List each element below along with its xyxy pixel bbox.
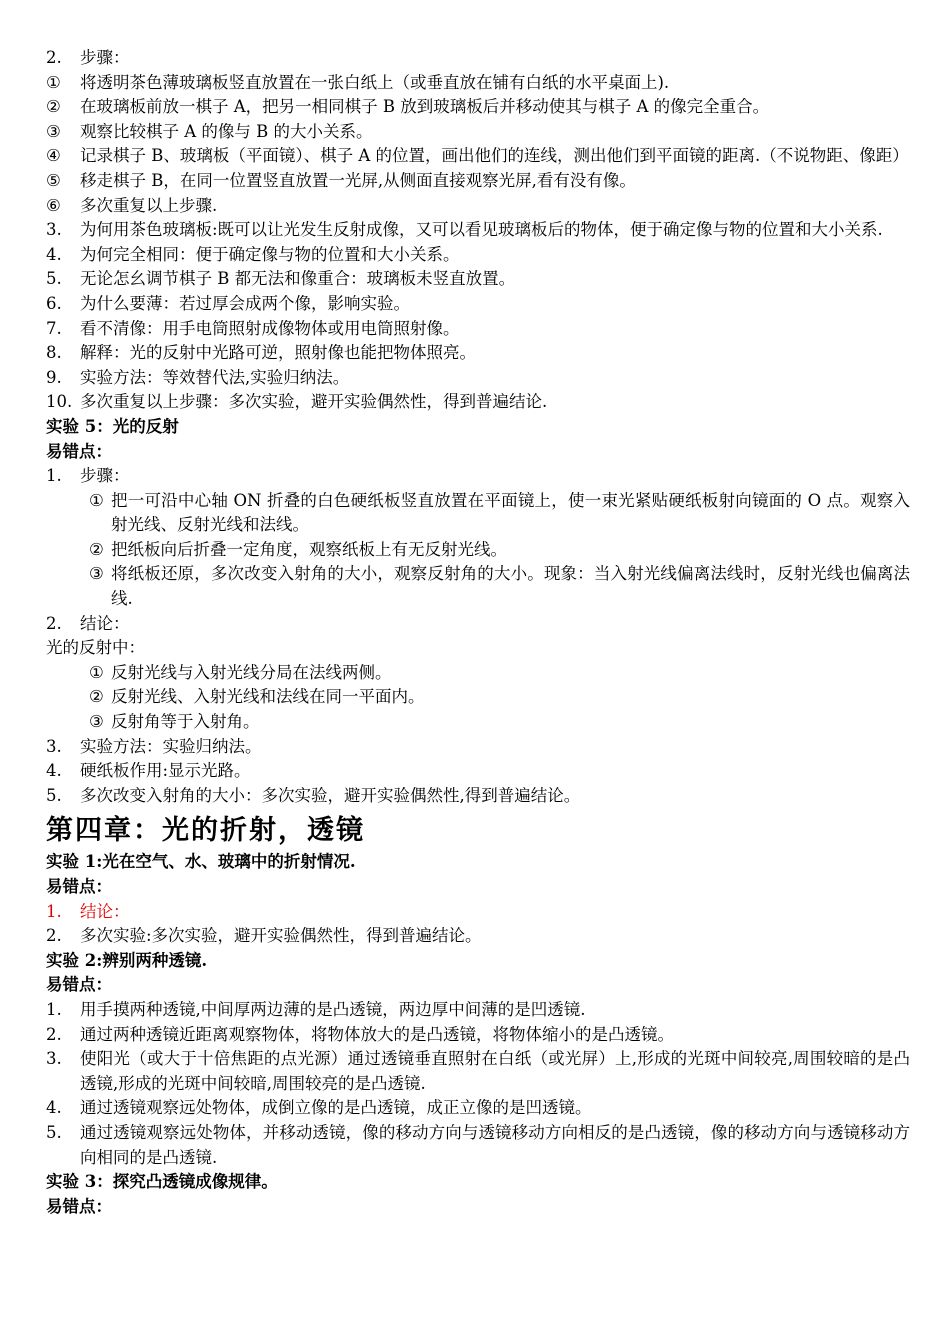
sub-item: ③ 将纸板还原，多次改变入射角的大小，观察反射角的大小。现象：当入射光线偏离法线时，反射光线也偏离法线.: [89, 564, 910, 609]
list-item: 3. 为何用茶色玻璃板:既可以让光发生反射成像，又可以看见玻璃板后的物体，便于确定像与物的位置和大小关系.: [46, 220, 883, 240]
list-item: ③ 观察比较棋子 A 的像与 B 的大小关系。: [46, 121, 373, 141]
list-item: 1. 步骤：: [46, 466, 130, 486]
list-item: ⑤ 移走棋子 B，在同一位置竖直放置一光屏,从侧面直接观察光屏,看有没有像。: [46, 170, 636, 190]
list-item: 10. 多次重复以上步骤：多次实验，避开实验偶然性，得到普遍结论.: [46, 392, 548, 412]
list-item: 1. 用手摸两种透镜,中间厚两边薄的是凸透镜，两边厚中间薄的是凹透镜.: [46, 999, 586, 1019]
sub-item: ① 反射光线与入射光线分局在法线两侧。: [89, 662, 392, 682]
list-item: 3. 实验方法：实验归纳法。: [46, 736, 262, 756]
sub-item: ② 把纸板向后折叠一定角度，观察纸板上有无反射光线。: [89, 539, 507, 559]
sub-item: ① 把一可沿中心轴 ON 折叠的白色硬纸板竖直放置在平面镜上，使一束光紧贴硬纸板射向镜面的 O 点。观察入射光线、反射光线和法线。: [89, 490, 910, 535]
error-points-label: 易错点：: [46, 877, 112, 896]
sub-item: ② 反射光线、入射光线和法线在同一平面内。: [89, 687, 425, 707]
conclusion-intro: 光的反射中：: [46, 638, 145, 658]
experiment-3-title: 实验 3：探究凸透镜成像规律。: [46, 1172, 278, 1192]
list-item: 8. 解释：光的反射中光路可逆，照射像也能把物体照亮。: [46, 343, 476, 363]
list-item: 2. 通过两种透镜近距离观察物体，将物体放大的是凸透镜，将物体缩小的是凸透镜。: [46, 1024, 674, 1044]
list-item: ① 将透明茶色薄玻璃板竖直放置在一张白纸上（或垂直放在铺有白纸的水平桌面上).: [46, 72, 670, 92]
list-item: 5. 多次改变入射角的大小：多次实验，避开实验偶然性,得到普遍结论。: [46, 785, 581, 805]
error-points-label: 易错点：: [46, 975, 112, 995]
list-item: 5. 无论怎幺调节棋子 B 都无法和像重合：玻璃板未竖直放置。: [46, 269, 516, 289]
list-item: 2. 步骤：: [46, 48, 130, 67]
experiment-1-title: 实验 1:光在空气、水、玻璃中的折射情况.: [46, 852, 356, 872]
list-item: 7. 看不清像：用手电筒照射成像物体或用电筒照射像。: [46, 318, 460, 338]
list-item: ⑥ 多次重复以上步骤.: [46, 195, 218, 215]
sub-item: ③ 反射角等于入射角。: [89, 712, 260, 732]
list-item: 2. 结论：: [46, 613, 130, 633]
list-item: ② 在玻璃板前放一棋子 A，把另一相同棋子 B 放到玻璃板后并移动使其与棋子 A 的像完全重合。: [46, 97, 770, 117]
list-item: 2. 多次实验:多次实验，避开实验偶然性，得到普遍结论。: [46, 926, 482, 946]
list-item: 4. 通过透镜观察远处物体，成倒立像的是凸透镜，成正立像的是凹透镜。: [46, 1098, 592, 1118]
list-item: 1. 结论：: [46, 901, 130, 921]
list-item: 4. 硬纸板作用:显示光路。: [46, 761, 251, 781]
list-item: 5. 通过透镜观察远处物体，并移动透镜，像的移动方向与透镜移动方向相反的是凸透镜，像的移动方向与透镜移动方向相同的是凸透镜.: [46, 1122, 910, 1167]
list-item: 3. 使阳光（或大于十倍焦距的点光源）通过透镜垂直照射在白纸（或光屏）上,形成的光斑中间较亮,周围较暗的是凸透镜,形成的光斑中间较暗,周围较亮的是凸透镜.: [46, 1049, 910, 1093]
top-list: [46, 46, 910, 415]
error-points-label: 易错点：: [46, 1196, 112, 1216]
error-points-label: 易错点：: [46, 441, 112, 461]
chapter-title: 第四章：光的折射，透镜: [46, 815, 365, 847]
list-item: 6. 为什么要薄：若过厚会成两个像，影响实验。: [46, 293, 410, 313]
list-item: 4. 为何完全相同：便于确定像与物的位置和大小关系。: [46, 244, 460, 264]
experiment-2-title: 实验 2:辨别两种透镜.: [46, 950, 208, 970]
list-item: 9. 实验方法：等效替代法,实验归纳法。: [46, 367, 350, 387]
list-item: ④ 记录棋子 B、玻璃板（平面镜）、棋子 A 的位置，画出他们的连线，测出他们到平面镜的距离.（不说物距、像距）: [46, 146, 909, 166]
experiment-5-title: 实验 5：光的反射: [46, 416, 179, 436]
